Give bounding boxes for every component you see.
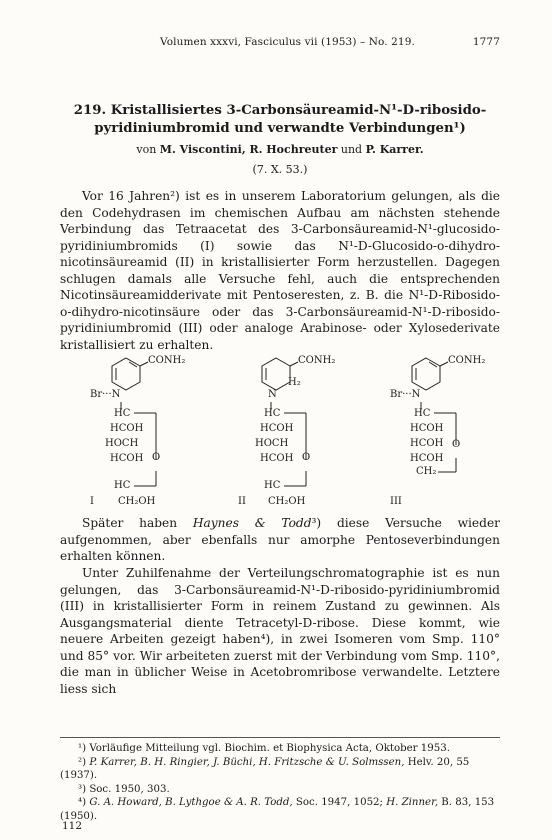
p2-start: Später haben (82, 516, 178, 530)
journal-reference: Volumen xxxvi, Fasciculus vii (1953) – No. 219. (160, 36, 415, 48)
folio-number: 112 (62, 820, 83, 832)
ring-oxygen-label: O (452, 439, 461, 450)
footnote-text: Vorläufige Mitteilung vgl. Biochim. et Biophysica Acta, Oktober 1953. (89, 743, 450, 754)
compound-number: I (90, 496, 94, 507)
structure-formulas (60, 352, 500, 507)
ring-nitrogen-label: N (268, 389, 277, 400)
chain-atom: CH₂ (416, 466, 437, 477)
authors: M. Viscontini, R. Hochreuter (159, 143, 338, 156)
footnotes (60, 742, 500, 823)
chain-atom: HOCH (105, 438, 139, 449)
paragraph-3: Unter Zuhilfenahme der Verteilungschromatographie ist es nun gelungen, das 3-Carbonsäureamid-N¹-D-ribosido-pyridiniumbromid (III) in kristallisierter Form in reinem Zustand zu gewinnen. Als Ausgangsmaterial diente Tetracetyl-D-ribose. Diese kommt, wie neuere Arbeiten gezeigt haben⁴), in zwei Isomeren vom Smp. 110° und 85° vor. Wir arbeiteten zuerst mit der Verbindung vom Smp. 110°, die man in üblicher Weise in Acetobromribose verwandelte. Letztere liess sich (60, 566, 500, 696)
p2-rest: ³) diese Versuche wieder aufgenommen, aber ebenfalls nur amorphe Pentoseverbindungen erhalten können. (60, 516, 500, 563)
chain-atom: HC (114, 480, 131, 491)
footnote-text: Soc. 1950, 303. (89, 783, 170, 795)
cited-authors: Haynes & Todd (192, 516, 312, 530)
author-last: P. Karrer. (365, 143, 424, 156)
chain-atom: HCOH (260, 453, 294, 464)
paragraph-2 (60, 515, 500, 565)
paragraph-1: Vor 16 Jahren²) ist es in unserem Laboratorium gelungen, als die den Codehydrasen im chemischen Aufbau am nächsten stehende Verbindung das Tetraacetat des 3-Carbonsäureamid-N¹-glucosido-pyridiniumbromids (I) sowie das N¹-D-Glucosido-o-dihydro-nicotinsäureamid (II) in kristallisierter Form herzustellen. Dagegen schlugen damals alle Versuche fehl, auch die entsprechenden Nicotinsäureamidderivate mit Pentoseresten, z. B. die N¹-D-Ribosido-o-dihydro-nicotinsäure oder das 3-Carbonsäureamid-N¹-D-ribosido-pyridiniumbromid (III) oder analoge Arabinose- oder Xylosederivate kristallisiert zu erhalten. (60, 189, 500, 352)
chain-atom: HCOH (260, 423, 294, 434)
chain-atom: HC (264, 408, 281, 419)
author-line (60, 143, 500, 156)
footnote-1 (60, 742, 500, 756)
compound-number: III (390, 496, 402, 507)
chain-atom: HC (414, 408, 431, 419)
ring-oxygen-label: O (152, 452, 161, 463)
title-line-2: pyridiniumbromid und verwandte Verbindungen¹) (94, 121, 466, 136)
authors-prefix: von (136, 143, 157, 156)
footnote-authors: P. Karrer, B. H. Ringier, J. Büchi, H. Fritzsche & U. Solmssen, (89, 756, 405, 768)
footnote-text: Helv. 20, 55 (1937). (60, 756, 470, 781)
structure-II (210, 352, 350, 507)
footnote-4 (60, 796, 500, 823)
article-title (60, 102, 500, 138)
chain-atom: HCOH (410, 423, 444, 434)
compound-number: II (238, 496, 246, 507)
page-number: 1777 (472, 36, 500, 48)
footnote-3 (60, 783, 500, 797)
chain-atom: CH₂OH (118, 496, 156, 507)
footnote-authors: H. Zinner, (386, 797, 439, 808)
substituent-label: CONH₂ (298, 355, 336, 366)
structure-III (360, 352, 500, 507)
footnote-mark: ⁴) (78, 797, 87, 808)
footnote-text: Soc. 1947, 1052; (292, 797, 387, 808)
chain-atom: HCOH (410, 438, 444, 449)
chain-atom: HCOH (410, 453, 444, 464)
ring-nitrogen-label: Br···N (390, 389, 421, 400)
footnote-authors: G. A. Howard, B. Lythgoe & A. R. Todd, (89, 797, 293, 808)
dihydro-label: H₂ (288, 377, 301, 388)
chain-atom: HCOH (110, 453, 144, 464)
chain-atom: HC (264, 480, 281, 491)
footnote-text: B. 83, 153 (1950). (60, 797, 495, 822)
footnote-rule (60, 737, 500, 738)
ring-oxygen-label: O (302, 452, 311, 463)
footnote-mark: ¹) (78, 743, 87, 754)
authors-and: und (340, 143, 363, 156)
received-date: (7. X. 53.) (252, 163, 308, 176)
structure-I (60, 352, 200, 507)
chain-atom: HOCH (255, 438, 289, 449)
substituent-label: CONH₂ (148, 355, 186, 366)
chain-atom: CH₂OH (268, 496, 306, 507)
chain-atom: HCOH (110, 423, 144, 434)
footnote-mark: ³) (78, 783, 87, 795)
footnote-mark: ²) (78, 756, 87, 768)
title-line-1: 219. Kristallisiertes 3-Carbonsäureamid-N¹-D-ribosido- (73, 103, 487, 118)
chain-atom: HC (114, 408, 131, 419)
substituent-label: CONH₂ (448, 355, 486, 366)
ring-nitrogen-label: Br···N (90, 389, 121, 400)
footnote-2 (60, 756, 500, 783)
